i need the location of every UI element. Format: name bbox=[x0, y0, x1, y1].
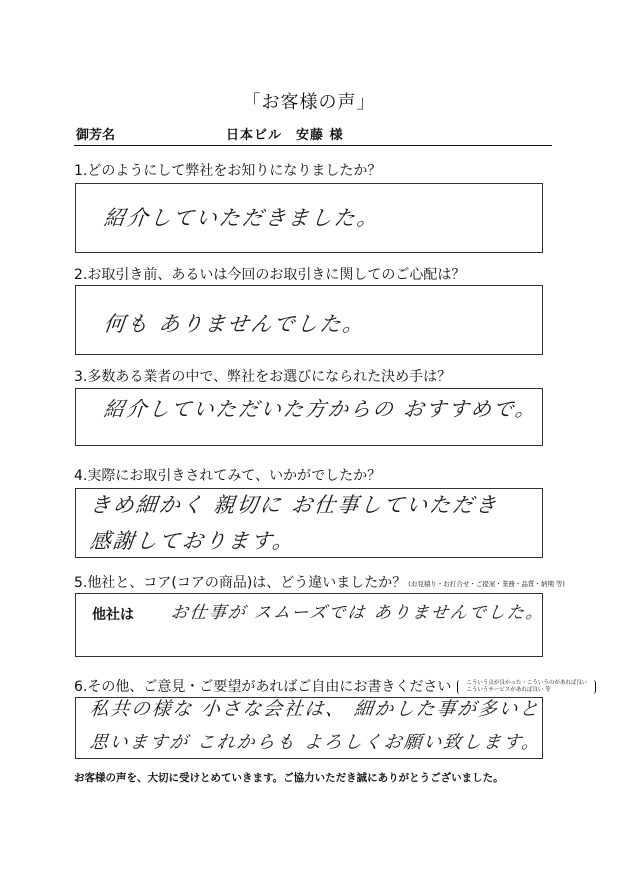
answer-6-line-1: 私共の様な 小さな会社は、 細かした事が多いと bbox=[88, 699, 542, 720]
answer-box-6 bbox=[75, 697, 543, 759]
answer-box-1 bbox=[75, 183, 543, 253]
question-6-note-line-1: こういう点が良かった・こういうのがあれば良い bbox=[466, 680, 588, 686]
answer-5-line-1: お仕事が スムーズでは ありませんでした。 bbox=[169, 603, 546, 623]
question-5-label bbox=[74, 572, 565, 592]
customer-name-row bbox=[74, 124, 552, 144]
answer-3-line-1: 紹介していただいた方からの おすすめで。 bbox=[102, 397, 539, 421]
answer-box-2 bbox=[75, 285, 543, 355]
name-underline bbox=[74, 145, 552, 146]
question-3-label: 3.多数ある業者の中で、弊社をお選びになられた決め手は？ bbox=[74, 369, 452, 385]
customer-name-value: 日本ビル 安藤 様 bbox=[226, 128, 344, 143]
question-2-label: 2.お取引き前、あるいは今回のお取引きに関してのご心配は？ bbox=[74, 267, 466, 283]
page-title: 「お客様の声」 bbox=[242, 92, 376, 113]
answer-4-line-1: きめ細かく 親切に お仕事していただき bbox=[88, 493, 500, 517]
answer-box-3 bbox=[75, 388, 543, 446]
question-6-text: 6.その他、ご意見・ご要望があればご自由にお書きください bbox=[74, 679, 452, 695]
answer-box-5 bbox=[75, 593, 546, 657]
answer-box-4 bbox=[75, 488, 543, 558]
question-1-label: 1.どのようにして弊社をお知りになりましたか？ bbox=[74, 163, 382, 179]
footer-thanks: お客様の声を、大切に受けとめていきます。ご協力いただき誠にありがとうございました。 bbox=[74, 772, 504, 784]
question-6-note-line-2: こういうサービスがあれば良い 等 bbox=[466, 687, 551, 693]
question-6-label bbox=[74, 676, 596, 696]
question-6-note bbox=[457, 680, 596, 694]
question-5-text: 5.他社と、コア(コアの商品)は、どう違いましたか？ bbox=[74, 575, 407, 591]
question-5-note: (お見積り・お打合せ・ご提案・業務・品質・納期 等) bbox=[408, 579, 565, 588]
answer-6-line-2: 思いますが これからも よろしくお願い致します。 bbox=[88, 732, 543, 753]
customer-name-label: 御芳名 bbox=[76, 128, 116, 143]
question-4-label: 4.実際にお取引きされてみて、いかがでしたか？ bbox=[74, 468, 382, 484]
answer-5-prefix: 他社は bbox=[92, 607, 134, 623]
answer-4-line-2: 感謝しております。 bbox=[88, 529, 297, 553]
answer-2-line-1: 何も ありませんでした。 bbox=[102, 312, 367, 336]
answer-1-line-1: 紹介していただきました。 bbox=[102, 206, 382, 230]
